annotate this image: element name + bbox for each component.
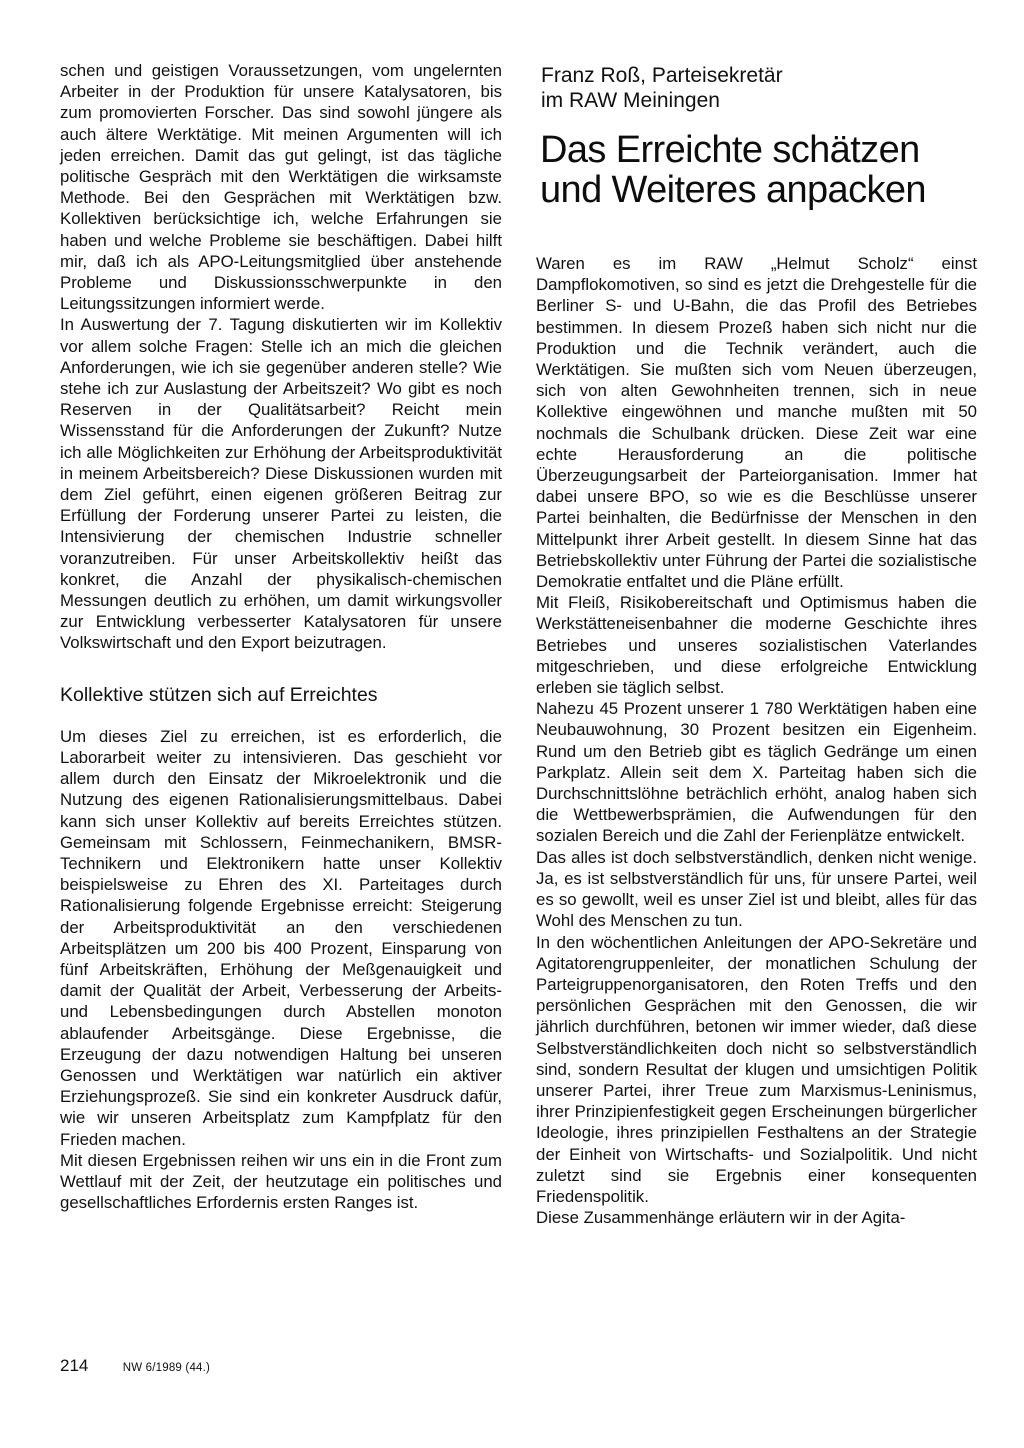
left-paragraph-1: schen und geistigen Voraussetzungen, vom ungelernten Arbeiter in der Produktion für unsere Katalysatoren, bis zum promovierten Forscher. Das sind sowohl jüngere als auch ältere Werktätige. Mit meinen Argumenten will ich jeden erreichen. Damit das gut gelingt, ist das tägliche politische Gespräch mit den Werktätigen die wirksamste Methode. Bei den Gesprächen mit Werktätigen bzw. Kollektiven berücksichtige ich, welche Erfahrungen sie haben und welche Probleme sie beschäftigen. Dabei hilft mir, daß ich als APO-Leitungsmitglied über anstehende Probleme und Diskussionsschwerpunkte in den Leitungssitzungen informiert werde. — [60, 61, 502, 314]
section-subheading: Kollektive stützen sich auf Erreichtes — [60, 683, 378, 706]
right-paragraph-2: Mit Fleiß, Risikobereitschaft und Optimismus haben die Werkstätteneisenbahner die moderne Geschichte ihres Betriebes und unseres sozialistischen Vaterlandes mitgeschrieben, und diese erfolgreiche Entwicklung erleben sie täglich selbst. — [536, 593, 977, 698]
right-paragraph-1: Waren es im RAW „Helmut Scholz“ einst Dampflokomotiven, so sind es jetzt die Drehgestelle für die Berliner S- und U-Bahn, die das Profil des Betriebes bestimmen. In diesem Prozeß haben sich nicht nur die Produktion und die Technik verändert, auch die Werktätigen. Sie mußten sich vom Neuen überzeugen, sich von alten Gewohnheiten trennen, sich in neue Kollektive eingewöhnen und manche mußten mit 50 nochmals die Schulbank drücken. Diese Zeit war eine echte Herausforderung an die politische Überzeugungsarbeit der Parteiorganisation. Immer hat dabei unsere BPO, so wie es die Beschlüsse unserer Partei beinhalten, die Bedürfnisse der Menschen in den Mittelpunkt ihrer Arbeit gestellt. In diesem Sinne hat das Betriebskollektiv unter Führung der Partei die sozialistische Demokratie entfaltet und die Pläne erfüllt. — [536, 254, 977, 592]
issue-label: NW 6/1989 (44.) — [122, 1362, 211, 1374]
author-affiliation: im RAW Meiningen — [541, 88, 720, 112]
article-title-line-2: und Weiteres anpacken — [540, 169, 926, 211]
author-byline — [541, 64, 977, 113]
right-paragraph-5: In den wöchentlichen Anleitungen der APO-Sekretäre und Agitatorengruppenleiter, der monatlichen Schulung der Parteigruppenorganisatoren, den Roten Treffs und den persönlichen Gesprächen mit den Genossen, die wir jährlich durchführen, betonen wir immer wieder, daß diese Selbstverständlichkeiten doch nicht so selbstverständlich sind, sondern Resultat der klugen und umsichtigen Politik unserer Partei, ihrer Treue zum Marxismus-Leninismus, ihrer Prinzipienfestigkeit gegen Erscheinungen bürgerlicher Ideologie, ihres prinzipiellen Festhaltens an der Strategie der Einheit von Wirtschafts- und Sozialpolitik. Und nicht zuletzt sind sie Ergebnis einer konsequenten Friedenspolitik. — [536, 932, 977, 1206]
left-paragraph-3: Um dieses Ziel zu erreichen, ist es erforderlich, die Laborarbeit weiter zu intensivieren. Das geschieht vor allem durch den Einsatz der Mikroelektronik und die Nutzung des eigenen Rationalisierungsmittelbaus. Dabei kann sich unser Kollektiv auf bereits Erreichtes stützen. Gemeinsam mit Schlossern, Feinmechanikern, BMSR-Technikern und Elektronikern hatte unser Kollektiv beispielsweise zu Ehren des XI. Parteitages durch Rationalisierung folgende Ergebnisse erreicht: Steigerung der Arbeitsproduktivität an den verschiedenen Arbeitsplätzen um 200 bis 400 Prozent, Einsparung von fünf Arbeitskräften, Erhöhung der Meßgenauigkeit und damit der Qualität der Arbeit, Verbesserung der Arbeits- und Lebensbedingungen durch Abstellen monoton ablaufender Arbeitsgänge. Diese Ergebnisse, die Erzeugung der dazu notwendigen Haltung bei unseren Genossen und Werktätigen war natürlich ein aktiver Erziehungsprozeß. Sie sind ein konkreter Ausdruck dafür, wie wir unseren Arbeitsplatz zum Kampfplatz für den Frieden machen. — [60, 726, 502, 1149]
left-paragraph-2: In Auswertung der 7. Tagung diskutierten wir im Kollektiv vor allem solche Fragen: Stelle ich an mich die gleichen Anforderungen, wie ich sie gegenüber anderen stelle? Wie stehe ich zur Auslastung der Arbeitszeit? Wo gibt es noch Reserven in der Qualitätsarbeit? Reicht mein Wissensstand für die Anforderungen der Zukunft? Nutze ich alle Möglichkeiten zur Erhöhung der Arbeitsproduktivität in meinem Arbeitsbereich? Diese Diskussionen wurden mit dem Ziel geführt, einen eigenen größeren Beitrag zur Erfüllung der Forderung unserer Partei zu leisten, die Intensivierung der chemischen Industrie schneller voranzutreiben. Für unser Arbeitskollektiv heißt das konkret, die Anzahl der physikalisch-chemischen Messungen deutlich zu erhöhen, um damit wirkungsvoller zur Entwicklung verbesserter Katalysatoren für unsere Volkswirtschaft und den Export beizutragen. — [60, 315, 502, 653]
article-title-line-1: Das Erreichte schätzen — [540, 129, 920, 171]
right-paragraph-3: Nahezu 45 Prozent unserer 1 780 Werktätigen haben eine Neubauwohnung, 30 Prozent besitzen ein Eigenheim. Rund um den Betrieb gibt es täglich Gedränge um einen Parkplatz. Allein seit dem X. Parteitag haben sich die Durchschnittslöhne beträchlich erhöht, analog haben sich die Wettbewerbsprämien, die Aufwendungen für den sozialen Bereich und die Zahl der Ferienplätze entwickelt. — [536, 699, 977, 846]
left-paragraph-4: Mit diesen Ergebnissen reihen wir uns ein in die Front zum Wettlauf mit der Zeit, der heutzutage ein politisches und gesellschaftliches Erfordernis ersten Ranges ist. — [60, 1150, 502, 1213]
right-paragraph-4: Das alles ist doch selbstverständlich, denken nicht wenige. Ja, es ist selbstverständlich für uns, für unsere Partei, weil es so gewollt, weil es unser Ziel ist und bleibt, alles für das Wohl des Menschen zu tun. — [536, 847, 977, 931]
article-title — [540, 130, 977, 210]
page-footer — [60, 1356, 210, 1378]
page-number: 214 — [60, 1356, 89, 1375]
right-column — [536, 60, 977, 1228]
left-column — [60, 60, 502, 1213]
right-paragraph-6: Diese Zusammenhänge erläutern wir in der Agita- — [536, 1208, 906, 1228]
author-name: Franz Roß, Parteisekretär — [541, 64, 783, 87]
